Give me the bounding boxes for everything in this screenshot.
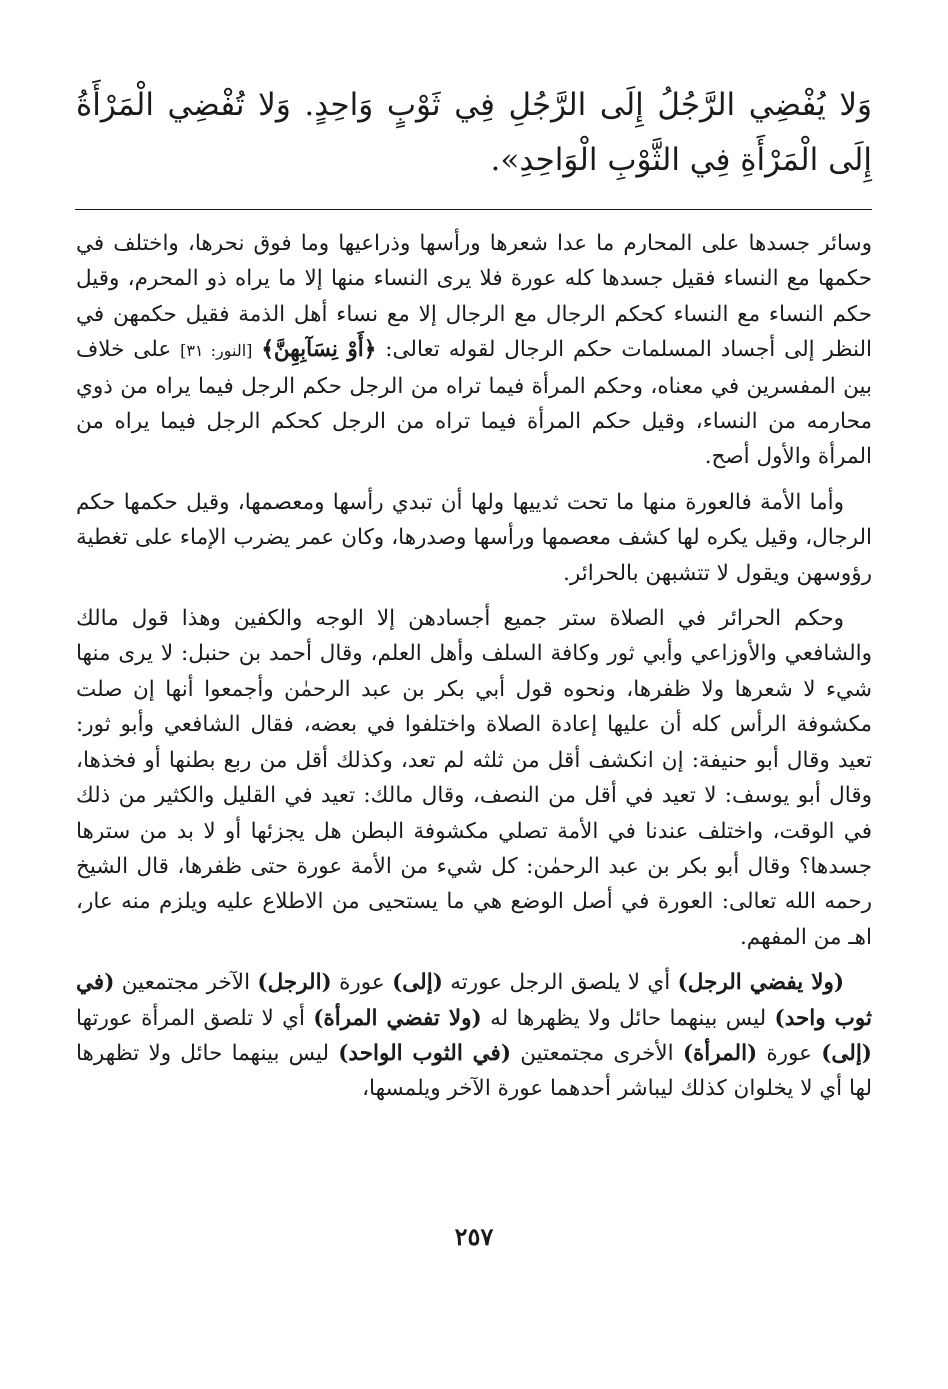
- commentary-paragraph-1: [76, 226, 872, 475]
- commentary-paragraph-4: [76, 965, 872, 1107]
- keyword: (إلى): [821, 1040, 872, 1066]
- keyword: (ولا تفضي المرأة): [313, 1005, 482, 1031]
- quran-quote: ﴿أَوْ نِسَآبِهِنَّ﴾: [261, 337, 377, 363]
- explanation: أي لا يلصق الرجل عورته: [450, 970, 671, 996]
- explanation: الأخرى مجتمعتين: [520, 1040, 674, 1066]
- explanation: ليس بينهما حائل ولا تظهرها لها أي لا يخلوان كذلك ليباشر أحدهما عورة الآخر ويلمسها،: [76, 1040, 872, 1102]
- keyword: (في ثوب واحد): [76, 970, 872, 1031]
- p1-text-after: على خلاف بين المفسرين في معناه، وحكم المرأة فيما تراه من الرجل حكم الرجل فيما يراه من ذوي محارمه من النساء، وقيل حكم المرأة فيما تراه من الرجل كحكم الرجل فيما يراه من المرأة والأول أصح.: [76, 337, 872, 470]
- page-number: ٢٥٧: [454, 1222, 494, 1251]
- keyword: (الرجل): [257, 970, 332, 996]
- commentary-paragraph-3: وحكم الحرائر في الصلاة ستر جميع أجسادهن إلا الوجه والكفين وهذا قول مالك والشافعي والأوزاعي وأبي ثور وكافة السلف وأهل العلم، وقال أحمد بن حنبل: لا يرى منها شيء لا شعرها ولا ظفرها، ونحوه قول أبي بكر بن عبد الرحمٰن وأجمعوا أنها إن صلت مكشوفة الرأس كله أن عليها إعادة الصلاة واختلفوا في بعضه، فقال الشافعي وأبو ثور: تعيد وقال أبو حنيفة: إن انكشف أقل من ثلثه لم تعد، وكذلك أقل من ربع بطنها أو فخذها، وقال أبو يوسف: لا تعيد في أقل من النصف، وقال مالك: تعيد في القليل والكثير من ذلك في الوقت، واختلف عندنا في الأمة تصلي مكشوفة البطن هل يجزئها أو لا بد من سترها جسدها؟ وقال أبو بكر بن عبد الرحمٰن: كل شيء من الأمة عورة حتى ظفرها، قال الشيخ رحمه الله تعالى: العورة في أصل الوضع هي ما يستحيى من الاطلاع عليه ويلزم منه عار، اهـ من المفهم.: [76, 606, 872, 950]
- keyword: (إلى): [392, 970, 443, 996]
- footnote-divider: [75, 209, 872, 210]
- explanation: عورة: [339, 970, 385, 996]
- keyword: (المرأة): [682, 1040, 758, 1066]
- explanation: ليس بينهما حائل ولا يظهرها له: [490, 1005, 767, 1031]
- explanation: أي لا تلصق المرأة عورتها: [76, 1005, 305, 1031]
- explanation: الآخر مجتمعين: [121, 970, 251, 996]
- commentary-paragraph-2: وأما الأمة فالعورة منها ما تحت ثدييها ولها أن تبدي رأسها ومعصمها، وقيل حكمها حكم الرجال، وقيل يكره لها كشف معصمها ورأسها وصدرها، وكان عمر يضرب الإماء على تغطية رؤوسهن ويقول لا تتشبهن بالحرائر.: [76, 489, 872, 586]
- keyword: (في الثوب الواحد): [338, 1040, 511, 1066]
- explanation: عورة: [766, 1040, 812, 1066]
- hadith-text: وَلا يُفْضِي الرَّجُلُ إِلَى الرَّجُلِ فِي ثَوْبٍ وَاحِدٍ. وَلا تُفْضِي الْمَرْأَةُ إِلَى الْمَرْأَةِ فِي الثَّوْبِ الْوَاحِدِ».: [76, 87, 872, 178]
- commentary-section: [76, 226, 872, 1117]
- p1-text-before: وسائر جسدها على المحارم ما عدا شعرها ورأسها وذراعيها وما فوق نحرها، واختلف في حكمها مع النساء فقيل جسدها كله عورة فلا يرى النساء منها إلا ما يراه ذو المحرم، وقيل حكم النساء مع النساء كحكم الرجال مع الرجال إلا مع نساء أهل الذمة فقيل حكمهن في النظر إلى أجساد المسلمات حكم الرجال لقوله تعالى:: [76, 231, 873, 363]
- keyword: (ولا يفضي الرجل): [677, 970, 845, 996]
- quran-reference: [النور: ٣١]: [180, 341, 253, 361]
